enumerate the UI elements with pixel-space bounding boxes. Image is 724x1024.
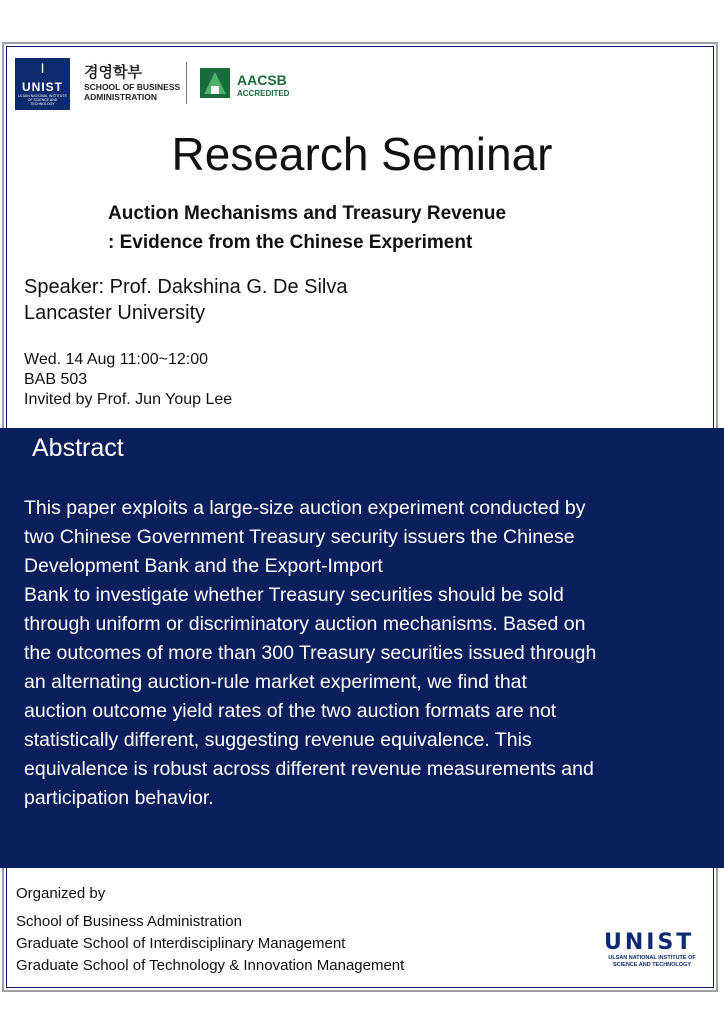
- aacsb-status: ACCREDITED: [237, 89, 290, 98]
- abstract-line: This paper exploits a large-size auction experiment conducted by: [24, 497, 586, 519]
- abstract-body: [24, 494, 684, 813]
- organizer-item: School of Business Administration: [16, 913, 242, 930]
- organized-by-label: Organized by: [16, 885, 106, 902]
- speaker-info: [24, 274, 347, 326]
- unist-logo-text: UNIST: [22, 80, 63, 94]
- unist-footer-sub-line: SCIENCE AND TECHNOLOGY: [612, 962, 692, 968]
- abstract-heading: Abstract: [32, 434, 124, 462]
- abstract-line: Bank to investigate whether Treasury securities should be sold: [24, 584, 564, 606]
- organizers: [16, 883, 404, 977]
- school-name-korean: 경영학부: [84, 63, 142, 81]
- event-host: Invited by Prof. Jun Youp Lee: [24, 391, 233, 408]
- abstract-line: the outcomes of more than 300 Treasury securities issued through: [24, 642, 597, 664]
- subtitle-line: : Evidence from the Chinese Experiment: [108, 232, 473, 253]
- organizer-item: Graduate School of Technology & Innovation Management: [16, 957, 405, 974]
- abstract-line: equivalence is robust across different revenue measurements and: [24, 758, 594, 780]
- unist-footer-logo: [604, 930, 708, 969]
- aacsb-logo-icon: [200, 68, 230, 98]
- abstract-line: through uniform or discriminatory auction mechanisms. Based on: [24, 613, 586, 635]
- speaker-name: Speaker: Prof. Dakshina G. De Silva: [24, 276, 348, 298]
- unist-footer-sub-line: ULSAN NATIONAL INSTITUTE OF: [608, 955, 696, 961]
- aacsb-name: AACSB: [237, 72, 287, 88]
- page-title: Research Seminar: [171, 128, 553, 180]
- abstract-line: participation behavior.: [24, 787, 214, 809]
- event-room: BAB 503: [24, 371, 88, 388]
- speaker-affiliation: Lancaster University: [24, 302, 206, 324]
- unist-footer-wordmark: UNIST: [604, 930, 695, 955]
- subtitle-line: Auction Mechanisms and Treasury Revenue: [108, 203, 507, 224]
- unist-logo: [15, 58, 70, 110]
- unist-footer-sub: [604, 955, 700, 969]
- abstract-line: statistically different, suggesting revenue equivalence. This: [24, 729, 532, 751]
- unist-logo-sub: ULSAN NATIONAL INSTITUTE OF SCIENCE AND TECHNOLOGY: [18, 94, 67, 106]
- seminar-subtitle: [108, 199, 506, 257]
- abstract-line: Development Bank and the Export-Import: [24, 555, 383, 577]
- torch-icon: ┃: [40, 64, 45, 73]
- abstract-line: two Chinese Government Treasury security issuers the Chinese: [24, 526, 575, 548]
- logo-divider: [186, 62, 187, 104]
- abstract-line: auction outcome yield rates of the two auction formats are not: [24, 700, 557, 722]
- abstract-line: an alternating auction-rule market experiment, we find that: [24, 671, 527, 693]
- event-datetime: Wed. 14 Aug 11:00~12:00: [24, 351, 209, 368]
- abstract-section: [0, 428, 724, 868]
- event-details: [24, 350, 232, 410]
- organizer-item: Graduate School of Interdisciplinary Management: [16, 935, 346, 952]
- school-name-english: SCHOOL OF BUSINESS ADMINISTRATION: [84, 82, 181, 102]
